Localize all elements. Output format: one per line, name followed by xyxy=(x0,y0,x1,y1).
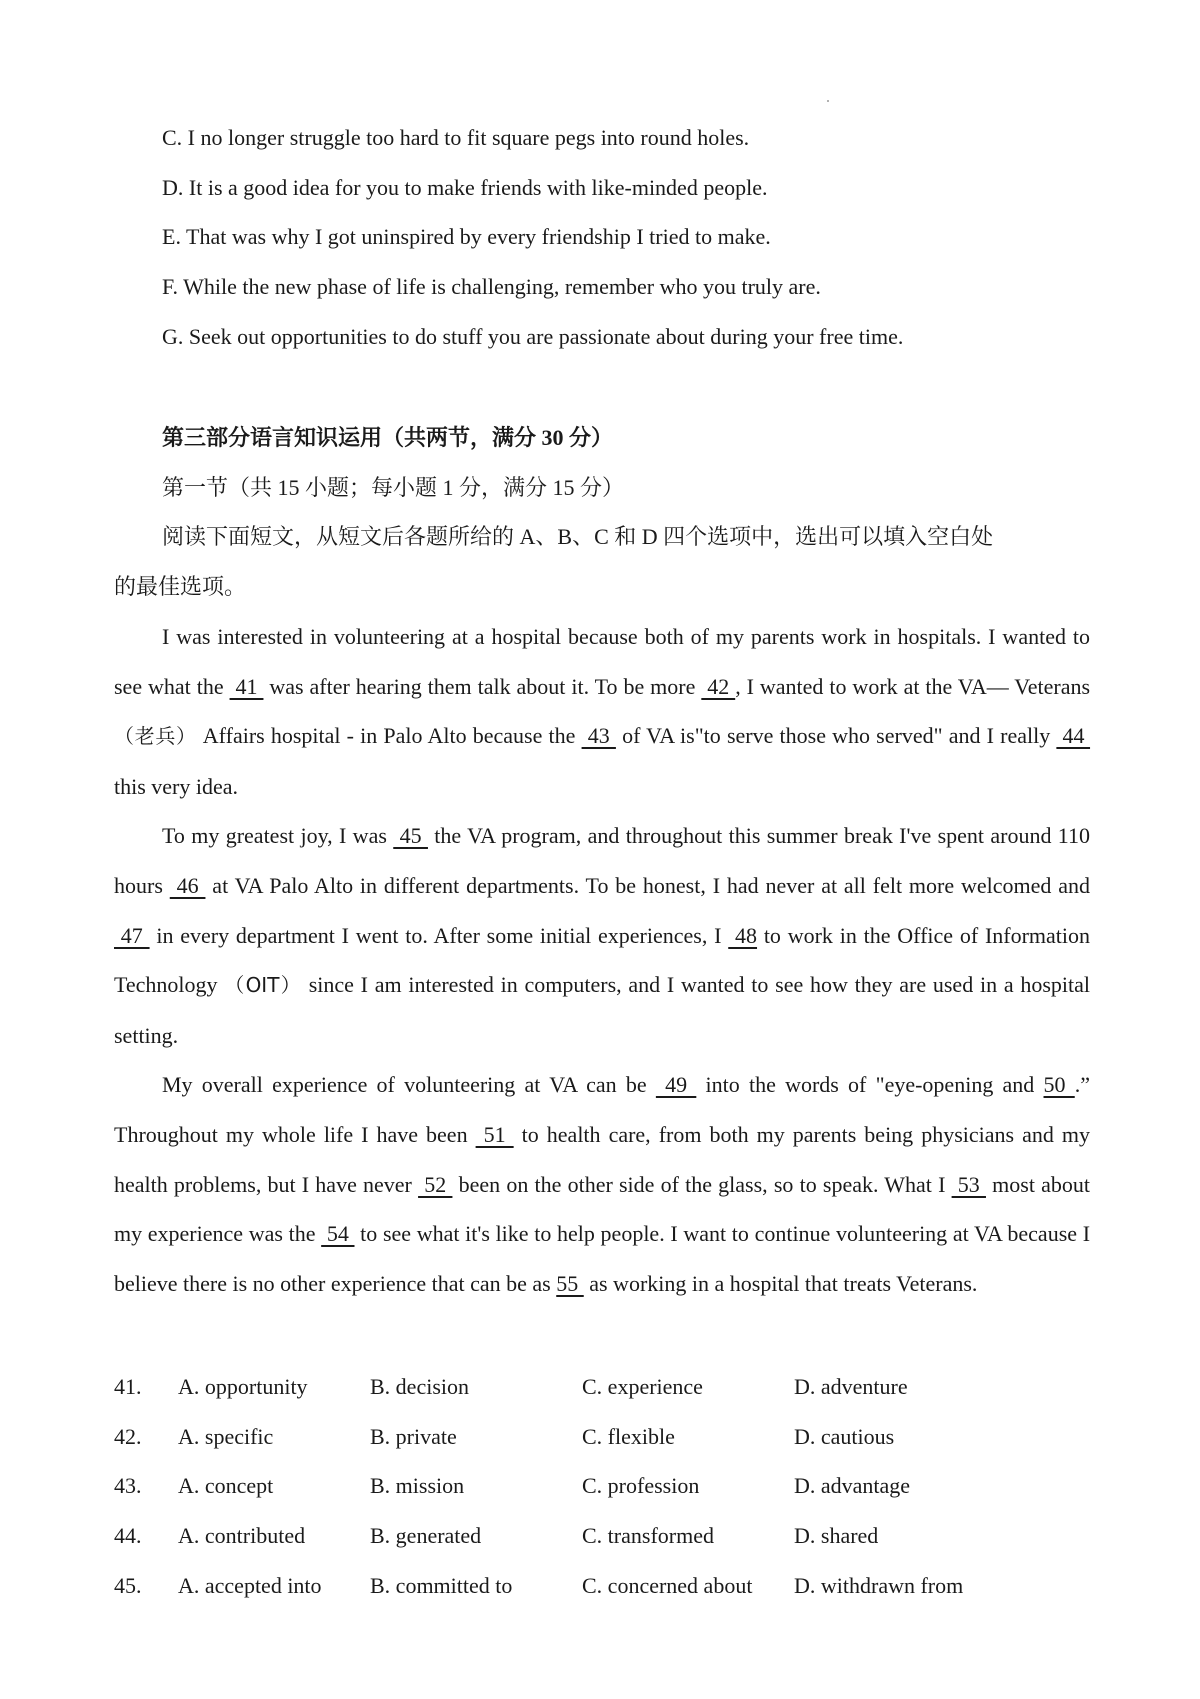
blank-47: 47 xyxy=(114,922,150,948)
question-number: 41. xyxy=(114,1374,142,1399)
blank-53: 53 xyxy=(951,1171,986,1197)
choice-b: B. mission xyxy=(370,1473,465,1498)
choice-c: C. transformed xyxy=(582,1523,714,1548)
choice-a: A. opportunity xyxy=(178,1374,308,1399)
prev-option-e: E. That was why I got uninspired by every friendship I tried to make. xyxy=(162,224,771,249)
choice-b: B. committed to xyxy=(370,1573,513,1598)
scan-speck xyxy=(827,100,829,102)
passage-text: To my greatest joy, I was xyxy=(162,823,394,849)
blank-45: 45 xyxy=(393,823,428,849)
blank-55: 55 xyxy=(556,1270,584,1296)
passage-text: to work in the Office of Information Technology xyxy=(114,922,1091,998)
section1-title: 第一节（共 15 小题；每小题 1 分，满分 15 分） xyxy=(162,475,625,500)
question-number: 45. xyxy=(114,1573,142,1598)
blank-41: 41 xyxy=(229,673,264,699)
prev-option-f: F. While the new phase of life is challenging, remember who you truly are. xyxy=(162,274,821,299)
cloze-passage xyxy=(114,612,1090,1308)
passage-text: the VA program, and throughout this summer break I've spent around 110 hours xyxy=(114,823,1090,898)
choice-a: A. contributed xyxy=(178,1523,306,1548)
passage-text: most about my experience was the xyxy=(114,1171,1090,1247)
passage-text: , I wanted to work at the VA— Veterans xyxy=(735,673,1091,699)
passage-text: I was interested in volunteering at a hospital because both of my parents work in hospitals. I wanted to see what the xyxy=(114,624,1090,699)
passage-text: .” Throughout my whole life I have been xyxy=(114,1072,1090,1147)
blank-51: 51 xyxy=(475,1121,514,1147)
passage-text: since I am interested in computers, and I wanted to see how they are used in a hospital setting. xyxy=(114,972,1091,1048)
instruction-line-2: 的最佳选项。 xyxy=(114,574,247,599)
passage-text: Affairs hospital - in Palo Alto because the xyxy=(196,723,582,749)
choice-a: A. concept xyxy=(178,1473,274,1498)
blank-44: 44 xyxy=(1056,723,1091,749)
blank-46: 46 xyxy=(169,872,206,898)
passage-paragraph-2 xyxy=(114,811,1090,1060)
choice-c: C. concerned about xyxy=(582,1573,753,1598)
choice-d: D. adventure xyxy=(794,1374,908,1399)
choice-b: B. decision xyxy=(370,1374,469,1399)
question-number: 44. xyxy=(114,1523,142,1548)
question-number: 42. xyxy=(114,1424,142,1449)
choice-a: A. specific xyxy=(178,1424,274,1449)
prev-option-d: D. It is a good idea for you to make friends with like-minded people. xyxy=(162,175,768,200)
choice-d: D. shared xyxy=(794,1523,879,1548)
blank-50: 50 xyxy=(1043,1072,1075,1098)
passage-text: at VA Palo Alto in different departments. To be honest, I had never at all felt more welcomed and xyxy=(205,872,1090,898)
passage-text: in every department I went to. After some initial experiences, I xyxy=(149,922,729,948)
passage-text: as working in a hospital that treats Veterans. xyxy=(583,1270,978,1296)
prev-option-c: C. I no longer struggle too hard to fit square pegs into round holes. xyxy=(162,125,750,150)
choice-d: D. advantage xyxy=(794,1473,911,1498)
passage-text: was after hearing them talk about it. To be more xyxy=(263,673,702,699)
blank-48: 48 xyxy=(728,922,758,948)
question-number: 43. xyxy=(114,1473,142,1498)
passage-text-cjk: （老兵） xyxy=(114,724,197,749)
passage-text: to health care, from both my parents being physicians and my health problems, but I have never xyxy=(114,1121,1090,1197)
choice-c: C. flexible xyxy=(582,1424,675,1449)
blank-52: 52 xyxy=(418,1171,453,1197)
choice-b: B. private xyxy=(370,1424,457,1449)
choice-b: B. generated xyxy=(370,1523,482,1548)
passage-text: this very idea. xyxy=(114,773,239,799)
passage-text: to see what it's like to help people. I want to continue volunteering at VA because I believe there is no other experience that can be as xyxy=(114,1221,1091,1296)
choice-c: C. profession xyxy=(582,1473,700,1498)
passage-paragraph-1 xyxy=(114,612,1090,811)
prev-option-g: G. Seek out opportunities to do stuff you are passionate about during your free time. xyxy=(162,324,904,349)
part3-title: 第三部分语言知识运用（共两节，满分 30 分） xyxy=(162,425,614,450)
passage-text: of VA is"to serve those who served" and I really xyxy=(615,723,1057,749)
passage-text: been on the other side of the glass, so to speak. What I xyxy=(452,1171,952,1197)
blank-54: 54 xyxy=(321,1221,355,1247)
passage-text: My overall experience of volunteering at VA can be xyxy=(162,1072,656,1098)
blank-42: 42 xyxy=(701,673,736,699)
choice-d: D. cautious xyxy=(794,1424,895,1449)
choice-d: D. withdrawn from xyxy=(794,1573,964,1598)
choice-a: A. accepted into xyxy=(178,1573,322,1598)
passage-text-cjk: （OIT） xyxy=(224,973,302,998)
blank-43: 43 xyxy=(581,723,616,749)
passage-text: into the words of "eye-opening and xyxy=(696,1072,1044,1098)
choice-c: C. experience xyxy=(582,1374,703,1399)
passage-paragraph-3 xyxy=(114,1060,1090,1308)
instruction-line-1: 阅读下面短文，从短文后各题所给的 A、B、C 和 D 四个选项中，选出可以填入空白处 xyxy=(162,524,994,549)
blank-49: 49 xyxy=(655,1072,697,1098)
